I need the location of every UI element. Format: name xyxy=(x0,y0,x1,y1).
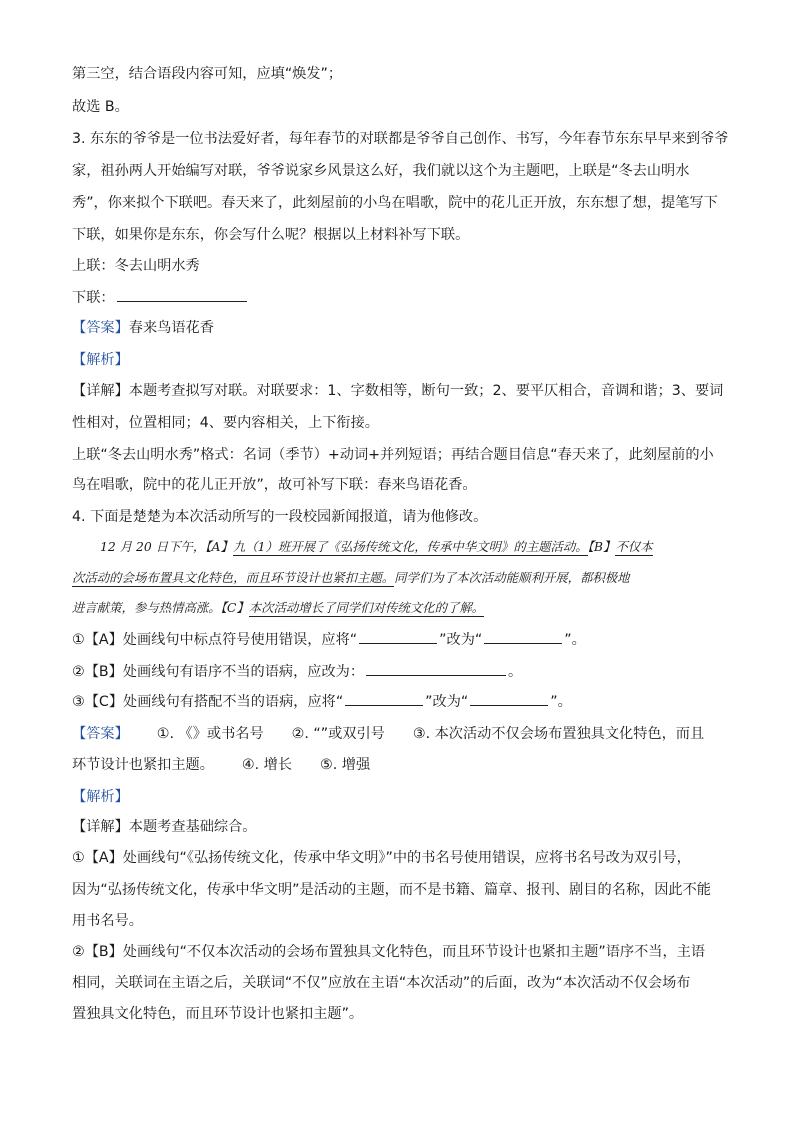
answer-item: ①. 《》或书名号 xyxy=(156,726,264,742)
sub-question-3 xyxy=(72,691,724,712)
lower-couplet-label: 下联： xyxy=(72,290,115,306)
detail-line xyxy=(72,381,724,401)
detail-line: 性相对，位置相同；4、要内容相关，上下衔接。 xyxy=(72,415,379,431)
question-3-line: 下联，如果你是东东，你会写什么呢？根据以上材料补写下联。 xyxy=(72,227,470,243)
news-line xyxy=(100,537,724,557)
answer-item: ④. 增长 xyxy=(241,757,293,773)
detail-tag: 【详解】 xyxy=(72,383,129,399)
answer-line xyxy=(72,755,724,775)
question-4-line: 4. 下面是楚楚为本次活动所写的一段校园新闻报道，请为他修改。 xyxy=(72,509,488,525)
text-line: 第三空，结合语段内容可知，应填“焕发”； xyxy=(72,66,343,82)
marker-b: 【B】 xyxy=(587,539,616,554)
lower-couplet xyxy=(72,287,724,308)
analysis-tag: 【解析】 xyxy=(72,789,129,805)
answer-blank xyxy=(345,691,423,706)
answer-line xyxy=(72,318,724,338)
answer-item: 环节设计也紧扣主题。 xyxy=(72,757,214,773)
answer-blank xyxy=(470,691,548,706)
sub-question-text: ③【C】处画线句有搭配不当的语病，应将“ xyxy=(72,694,344,710)
upper-couplet: 上联：冬去山明水秀 xyxy=(72,258,200,274)
news-line xyxy=(72,568,724,588)
news-text: 进言献策，参与热情高涨。 xyxy=(72,600,221,615)
question-3-line: 家，祖孙两人开始编写对联，爷爷说家乡风景这么好，我们就以这个为主题吧，上联是“冬去山明水 xyxy=(72,163,690,179)
sub-question-2 xyxy=(72,661,724,682)
detail-line: 相同，关联词在主语之后，关联词“不仅”应放在主语“本次活动”的后面，改为“本次活动不仅会场布 xyxy=(72,975,691,991)
underlined-b: 次活动的会场布置具文化特色，而且环节设计也紧扣主题。 xyxy=(72,570,395,585)
sub-question-text: ”改为“ xyxy=(439,632,483,648)
sub-question-text: ”改为“ xyxy=(425,694,469,710)
answer-tag: 【答案】 xyxy=(72,320,129,336)
sub-question-text: 。 xyxy=(508,664,523,680)
answer-item: ③. 本次活动不仅会场布置独具文化特色，而且 xyxy=(412,726,705,742)
answer-text: 春来鸟语花香 xyxy=(128,320,214,336)
answer-blank xyxy=(366,661,506,676)
detail-line: 鸟在唱歌，院中的花儿正开放”，故可补写下联：春来鸟语花香。 xyxy=(72,477,477,493)
answer-blank xyxy=(484,629,562,644)
question-3-line: 3. 东东的爷爷是一位书法爱好者，每年春节的对联都是爷爷自己创作、书写，今年春节东东早早来到爷爷 xyxy=(72,131,729,147)
text-line: 故选 B。 xyxy=(72,99,129,115)
sub-question-text: ”。 xyxy=(550,694,572,710)
sub-question-text: ”。 xyxy=(564,632,586,648)
detail-text: 本题考查基础综合。 xyxy=(128,819,257,835)
detail-line: 因为“弘扬传统文化，传承中华文明”是活动的主题，而不是书籍、篇章、报刊、剧目的名称，因此不能 xyxy=(72,882,711,898)
sub-question-text: ①【A】处画线句中标点符号使用错误，应将“ xyxy=(72,632,358,648)
news-text: 同学们为了本次活动能顺利开展，都积极地 xyxy=(394,570,630,585)
sub-question-text: ②【B】处画线句有语序不当的语病，应改为： xyxy=(72,664,365,680)
detail-line: 用书名号。 xyxy=(72,913,143,929)
detail-line: ①【A】处画线句“《弘扬传统文化，传承中华文明》”中的书名号使用错误，应将书名号改为双引号， xyxy=(72,850,691,866)
answer-blank xyxy=(359,629,437,644)
news-line xyxy=(72,598,724,618)
sub-question-1 xyxy=(72,629,724,650)
analysis-tag: 【解析】 xyxy=(72,352,129,368)
underlined-b: 不仅本 xyxy=(615,539,653,554)
marker-c: 【C】 xyxy=(220,600,249,615)
detail-text: 本题考查拟写对联。对联要求：1、字数相等，断句一致；2、要平仄相合，音调和谐；3、要词 xyxy=(128,383,724,399)
detail-line: 上联“冬去山明水秀”格式：名词（季节）+动词+并列短语；再结合题目信息“春天来了，此刻屋前的小 xyxy=(72,447,714,463)
news-text: 12 月 20 日下午， xyxy=(100,539,206,554)
answer-item: ⑤. 增强 xyxy=(320,757,371,773)
marker-a: 【A】 xyxy=(205,539,233,554)
question-3-line: 秀”，你来拟个下联吧。春天来了，此刻屋前的小鸟在唱歌，院中的花儿正开放，东东想了想，提笔写下 xyxy=(72,195,718,211)
detail-line xyxy=(72,817,724,837)
answer-line xyxy=(72,724,724,744)
detail-tag: 【详解】 xyxy=(72,819,129,835)
answer-item: ②. “”或双引号 xyxy=(291,726,385,742)
answer-tag: 【答案】 xyxy=(72,726,129,742)
underlined-a: 九（1）班开展了《弘扬传统文化，传承中华文明》的主题活动。 xyxy=(232,539,588,554)
detail-line: 置独具文化特色，而且环节设计也紧扣主题”。 xyxy=(72,1006,364,1022)
answer-blank xyxy=(117,287,247,302)
underlined-c: 本次活动增长了同学们对传统文化的了解。 xyxy=(248,600,485,615)
detail-line: ②【B】处画线句“不仅本次活动的会场布置独具文化特色，而且环节设计也紧扣主题”语序不当，主语 xyxy=(72,944,706,960)
